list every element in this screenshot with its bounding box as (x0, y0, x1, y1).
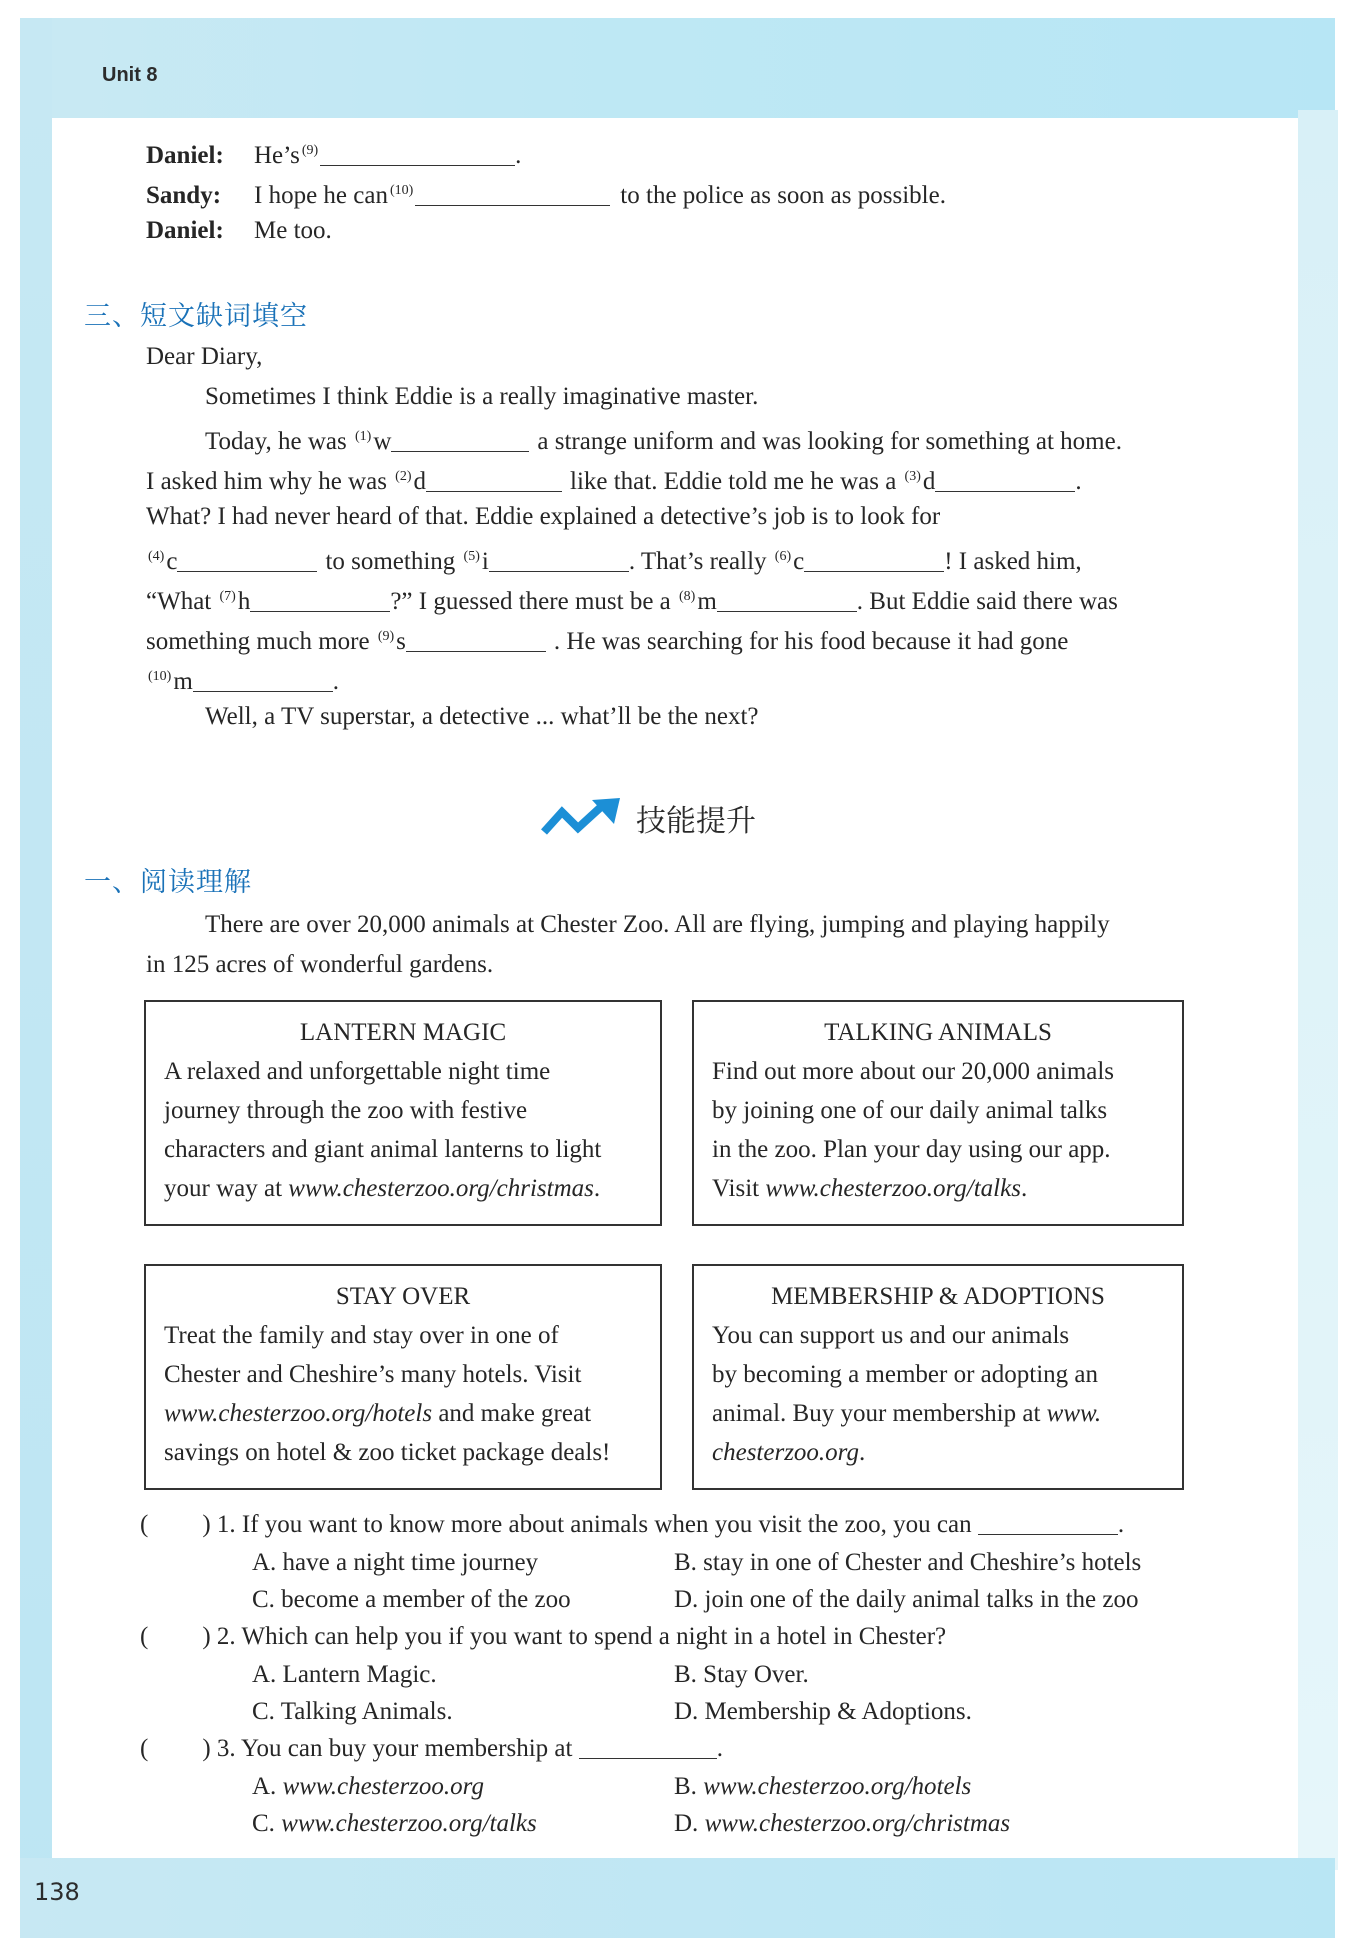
speaker: Sandy: (146, 182, 222, 209)
info-box-talking-animals: TALKING ANIMALS Find out more about our 20,000 animals by joining one of our daily animal talks in the zoo. Plan your day using our app. Visit www.chesterzoo.org/talks. (692, 1000, 1184, 1226)
diary-line: $^{(4)}$c to something $^{(5)}$i . That’s really $^{(6)}$c ! I asked him, (148, 548, 1082, 575)
answer-blank[interactable] (978, 1512, 1118, 1535)
right-band (1298, 110, 1338, 1870)
section-title-cloze: 三、短文缺词填空 (84, 301, 308, 332)
option-b[interactable]: B. stay in one of Chester and Cheshire’s hotels (674, 1549, 1142, 1576)
answer-paren[interactable]: ( ) (140, 1735, 211, 1762)
diary-line: What? I had never heard of that. Eddie explained a detective’s job is to look for (146, 503, 941, 530)
url-link: www.chesterzoo.org/christmas (288, 1175, 594, 1202)
answer-blank[interactable] (250, 589, 390, 612)
diary-paragraph: Sometimes I think Eddie is a really imaginative master. (205, 383, 759, 410)
speaker: Daniel: (146, 217, 224, 244)
diary-paragraph: Well, a TV superstar, a detective ... what’ll be the next? (205, 703, 759, 730)
answer-paren[interactable]: ( ) (140, 1623, 211, 1650)
answer-blank[interactable] (193, 669, 333, 692)
answer-blank[interactable] (804, 549, 944, 572)
option-c[interactable]: C. Talking Animals. (252, 1698, 453, 1725)
answer-blank[interactable] (391, 429, 529, 452)
page-number: 138 (34, 1878, 80, 1906)
unit-label: Unit 8 (102, 64, 158, 86)
header-band (20, 18, 1335, 118)
reading-intro: in 125 acres of wonderful gardens. (146, 951, 494, 978)
speaker: Daniel: (146, 142, 224, 169)
diary-line: Today, he was $^{(1)}$w a strange uniform and was looking for something at home. (205, 428, 1122, 455)
url-link: www.chesterzoo.org/talks (765, 1175, 1021, 1202)
footer-band (20, 1858, 1335, 1938)
reading-intro: There are over 20,000 animals at Chester Zoo. All are flying, jumping and playing happily (205, 911, 1110, 938)
diary-greeting: Dear Diary, (146, 343, 263, 370)
info-box-stay-over: STAY OVER Treat the family and stay over in one of Chester and Cheshire’s many hotels. Visit www.chesterzoo.org/hotels and make great savings on hotel & zoo ticket package deals! (144, 1264, 662, 1490)
skill-heading (540, 796, 756, 840)
answer-paren[interactable]: ( ) (140, 1511, 211, 1538)
option-a[interactable]: A. have a night time journey (252, 1549, 539, 1576)
diary-line: something much more $^{(9)}$s . He was searching for his food because it had gone (146, 628, 1069, 655)
answer-blank[interactable] (579, 1736, 717, 1759)
section-title-reading: 一、阅读理解 (84, 867, 252, 898)
answer-blank[interactable] (415, 183, 610, 206)
diary-line: $^{(10)}$m . (148, 668, 340, 695)
answer-blank[interactable] (177, 549, 317, 572)
option-a[interactable]: A. www.chesterzoo.org (252, 1773, 484, 1800)
dialogue-line: Sandy: I hope he can $^{(10)}$ to the police as soon as possible. (146, 182, 946, 209)
url-link: chesterzoo.org (712, 1439, 859, 1466)
answer-blank[interactable] (489, 549, 629, 572)
diary-line: I asked him why he was $^{(2)}$d like that. Eddie told me he was a $^{(3)}$d . (146, 468, 1082, 495)
answer-blank[interactable] (320, 143, 515, 166)
left-band (20, 18, 52, 1938)
question-3: ( ) 3. You can buy your membership at . (140, 1735, 723, 1762)
option-b[interactable]: B. www.chesterzoo.org/hotels (674, 1773, 972, 1800)
option-a[interactable]: A. Lantern Magic. (252, 1661, 437, 1688)
skill-title: 技能提升 (636, 804, 756, 839)
question-1: ( ) 1. If you want to know more about animals when you visit the zoo, you can . (140, 1511, 1125, 1538)
question-2: ( ) 2. Which can help you if you want to spend a night in a hotel in Chester? (140, 1623, 947, 1650)
info-box-membership: MEMBERSHIP & ADOPTIONS You can support us and our animals by becoming a member or adopting an animal. Buy your membership at www. chesterzoo.org. (692, 1264, 1184, 1490)
option-d[interactable]: D. www.chesterzoo.org/christmas (674, 1810, 1011, 1837)
trend-arrow-icon (540, 798, 622, 838)
option-c[interactable]: C. www.chesterzoo.org/talks (252, 1810, 537, 1837)
dialogue-line: Daniel: He’s $^{(9)}$ . (146, 142, 522, 169)
url-link: www. (1046, 1400, 1102, 1427)
option-c[interactable]: C. become a member of the zoo (252, 1586, 571, 1613)
answer-blank[interactable] (406, 629, 546, 652)
diary-line: “What $^{(7)}$h ?” I guessed there must be a $^{(8)}$m . But Eddie said there was (146, 588, 1118, 615)
answer-blank[interactable] (717, 589, 857, 612)
answer-blank[interactable] (426, 469, 562, 492)
info-box-lantern-magic: LANTERN MAGIC A relaxed and unforgettable night time journey through the zoo with festive characters and giant animal lanterns to light your way at www.chesterzoo.org/christmas. (144, 1000, 662, 1226)
answer-blank[interactable] (935, 469, 1075, 492)
option-b[interactable]: B. Stay Over. (674, 1661, 809, 1688)
dialogue-line: Daniel: Me too. (146, 217, 332, 244)
url-link: www.chesterzoo.org/hotels (164, 1400, 433, 1427)
option-d[interactable]: D. Membership & Adoptions. (674, 1698, 972, 1725)
option-d[interactable]: D. join one of the daily animal talks in the zoo (674, 1586, 1139, 1613)
